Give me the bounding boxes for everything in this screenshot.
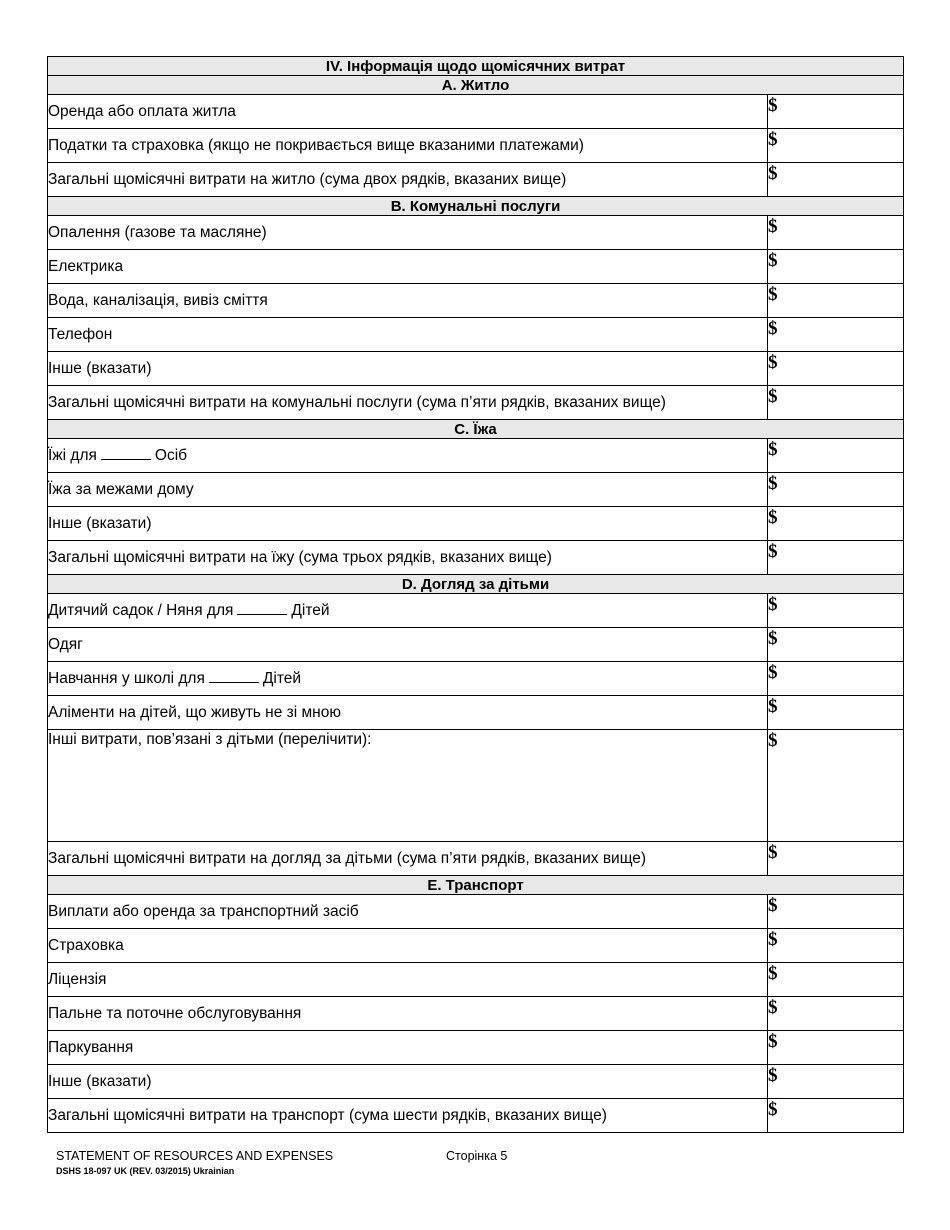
transport-fuel-amount-field[interactable]: $: [768, 997, 904, 1031]
utilities-total-amount-field[interactable]: $: [768, 386, 904, 420]
housing-total-label: Загальні щомісячні витрати на житло (сума двох рядків, вказаних вище): [48, 163, 768, 197]
childcare-support-label: Аліменти на дітей, що живуть не зі мною: [48, 696, 768, 730]
childcare-other-label: Інші витрати, пов’язані з дітьми (перелічити):: [48, 730, 768, 842]
daycare-children-count-field[interactable]: [237, 600, 287, 615]
transport-header: E. Транспорт: [48, 876, 904, 895]
expense-row: [48, 662, 904, 696]
page-footer: [56, 1147, 507, 1176]
expense-row: [48, 352, 904, 386]
utilities-phone-label: Телефон: [48, 318, 768, 352]
school-children-count-field[interactable]: [209, 668, 259, 683]
utilities-water-label: Вода, каналізація, вивіз сміття: [48, 284, 768, 318]
expense-row: [48, 439, 904, 473]
housing-taxes-label: Податки та страховка (якщо не покривається вище вказаними платежами): [48, 129, 768, 163]
page-number: Сторінка 5: [446, 1149, 508, 1163]
food-other-amount-field[interactable]: $: [768, 507, 904, 541]
food-total-label: Загальні щомісячні витрати на їжу (сума трьох рядків, вказаних вище): [48, 541, 768, 575]
food-out-label: Їжа за межами дому: [48, 473, 768, 507]
transport-total-amount-field[interactable]: $: [768, 1099, 904, 1133]
utilities-phone-amount-field[interactable]: $: [768, 318, 904, 352]
expense-row: [48, 842, 904, 876]
housing-rent-label: Оренда або оплата житла: [48, 95, 768, 129]
expense-row: [48, 95, 904, 129]
expense-row: [48, 284, 904, 318]
utilities-total-label: Загальні щомісячні витрати на комунальні послуги (сума п’яти рядків, вказаних вище): [48, 386, 768, 420]
expense-row: [48, 163, 904, 197]
childcare-school-label: Навчання у школі для Дітей: [48, 662, 768, 696]
childcare-daycare-label: Дитячий садок / Няня для Дітей: [48, 594, 768, 628]
childcare-school-amount-field[interactable]: $: [768, 662, 904, 696]
childcare-other-amount-field[interactable]: $: [768, 730, 904, 842]
expense-row: [48, 216, 904, 250]
childcare-total-amount-field[interactable]: $: [768, 842, 904, 876]
transport-parking-amount-field[interactable]: $: [768, 1031, 904, 1065]
expense-row: [48, 997, 904, 1031]
utilities-other-label: Інше (вказати): [48, 352, 768, 386]
food-header: C. Їжа: [48, 420, 904, 439]
food-home-amount-field[interactable]: $: [768, 439, 904, 473]
housing-taxes-amount-field[interactable]: $: [768, 129, 904, 163]
section-title: IV. Інформація щодо щомісячних витрат: [48, 57, 904, 76]
expense-row: [48, 541, 904, 575]
expense-row: [48, 730, 904, 842]
expense-row: [48, 250, 904, 284]
expense-row: [48, 1031, 904, 1065]
persons-count-field[interactable]: [101, 445, 151, 460]
housing-header: A. Житло: [48, 76, 904, 95]
transport-insurance-label: Страховка: [48, 929, 768, 963]
transport-other-label: Інше (вказати): [48, 1065, 768, 1099]
expense-row: [48, 895, 904, 929]
form-id: DSHS 18-097 UK (REV. 03/2015) Ukrainian: [56, 1166, 235, 1176]
expenses-table: [47, 56, 904, 1133]
food-out-amount-field[interactable]: $: [768, 473, 904, 507]
transport-license-label: Ліцензія: [48, 963, 768, 997]
childcare-clothing-label: Одяг: [48, 628, 768, 662]
expense-row: [48, 473, 904, 507]
expense-row: [48, 1099, 904, 1133]
expense-row: [48, 318, 904, 352]
utilities-heating-amount-field[interactable]: $: [768, 216, 904, 250]
food-home-label: Їжі для Осіб: [48, 439, 768, 473]
childcare-header: D. Догляд за дітьми: [48, 575, 904, 594]
utilities-electricity-amount-field[interactable]: $: [768, 250, 904, 284]
housing-total-amount-field[interactable]: $: [768, 163, 904, 197]
transport-fuel-label: Пальне та поточне обслуговування: [48, 997, 768, 1031]
expense-row: [48, 696, 904, 730]
expense-row: [48, 628, 904, 662]
expense-row: [48, 929, 904, 963]
transport-insurance-amount-field[interactable]: $: [768, 929, 904, 963]
transport-payments-label: Виплати або оренда за транспортний засіб: [48, 895, 768, 929]
utilities-electricity-label: Електрика: [48, 250, 768, 284]
childcare-daycare-amount-field[interactable]: $: [768, 594, 904, 628]
expense-row: [48, 963, 904, 997]
expense-row: [48, 1065, 904, 1099]
expense-row: [48, 594, 904, 628]
housing-rent-amount-field[interactable]: $: [768, 95, 904, 129]
utilities-header: B. Комунальні послуги: [48, 197, 904, 216]
utilities-water-amount-field[interactable]: $: [768, 284, 904, 318]
food-total-amount-field[interactable]: $: [768, 541, 904, 575]
transport-payments-amount-field[interactable]: $: [768, 895, 904, 929]
expense-row: [48, 129, 904, 163]
childcare-support-amount-field[interactable]: $: [768, 696, 904, 730]
childcare-clothing-amount-field[interactable]: $: [768, 628, 904, 662]
childcare-total-label: Загальні щомісячні витрати на догляд за дітьми (сума п’яти рядків, вказаних вище): [48, 842, 768, 876]
expense-row: [48, 386, 904, 420]
food-other-label: Інше (вказати): [48, 507, 768, 541]
expense-row: [48, 507, 904, 541]
transport-parking-label: Паркування: [48, 1031, 768, 1065]
utilities-other-amount-field[interactable]: $: [768, 352, 904, 386]
footer-title: STATEMENT OF RESOURCES AND EXPENSES: [56, 1149, 334, 1163]
transport-other-amount-field[interactable]: $: [768, 1065, 904, 1099]
transport-total-label: Загальні щомісячні витрати на транспорт (сума шести рядків, вказаних вище): [48, 1099, 768, 1133]
transport-license-amount-field[interactable]: $: [768, 963, 904, 997]
utilities-heating-label: Опалення (газове та масляне): [48, 216, 768, 250]
